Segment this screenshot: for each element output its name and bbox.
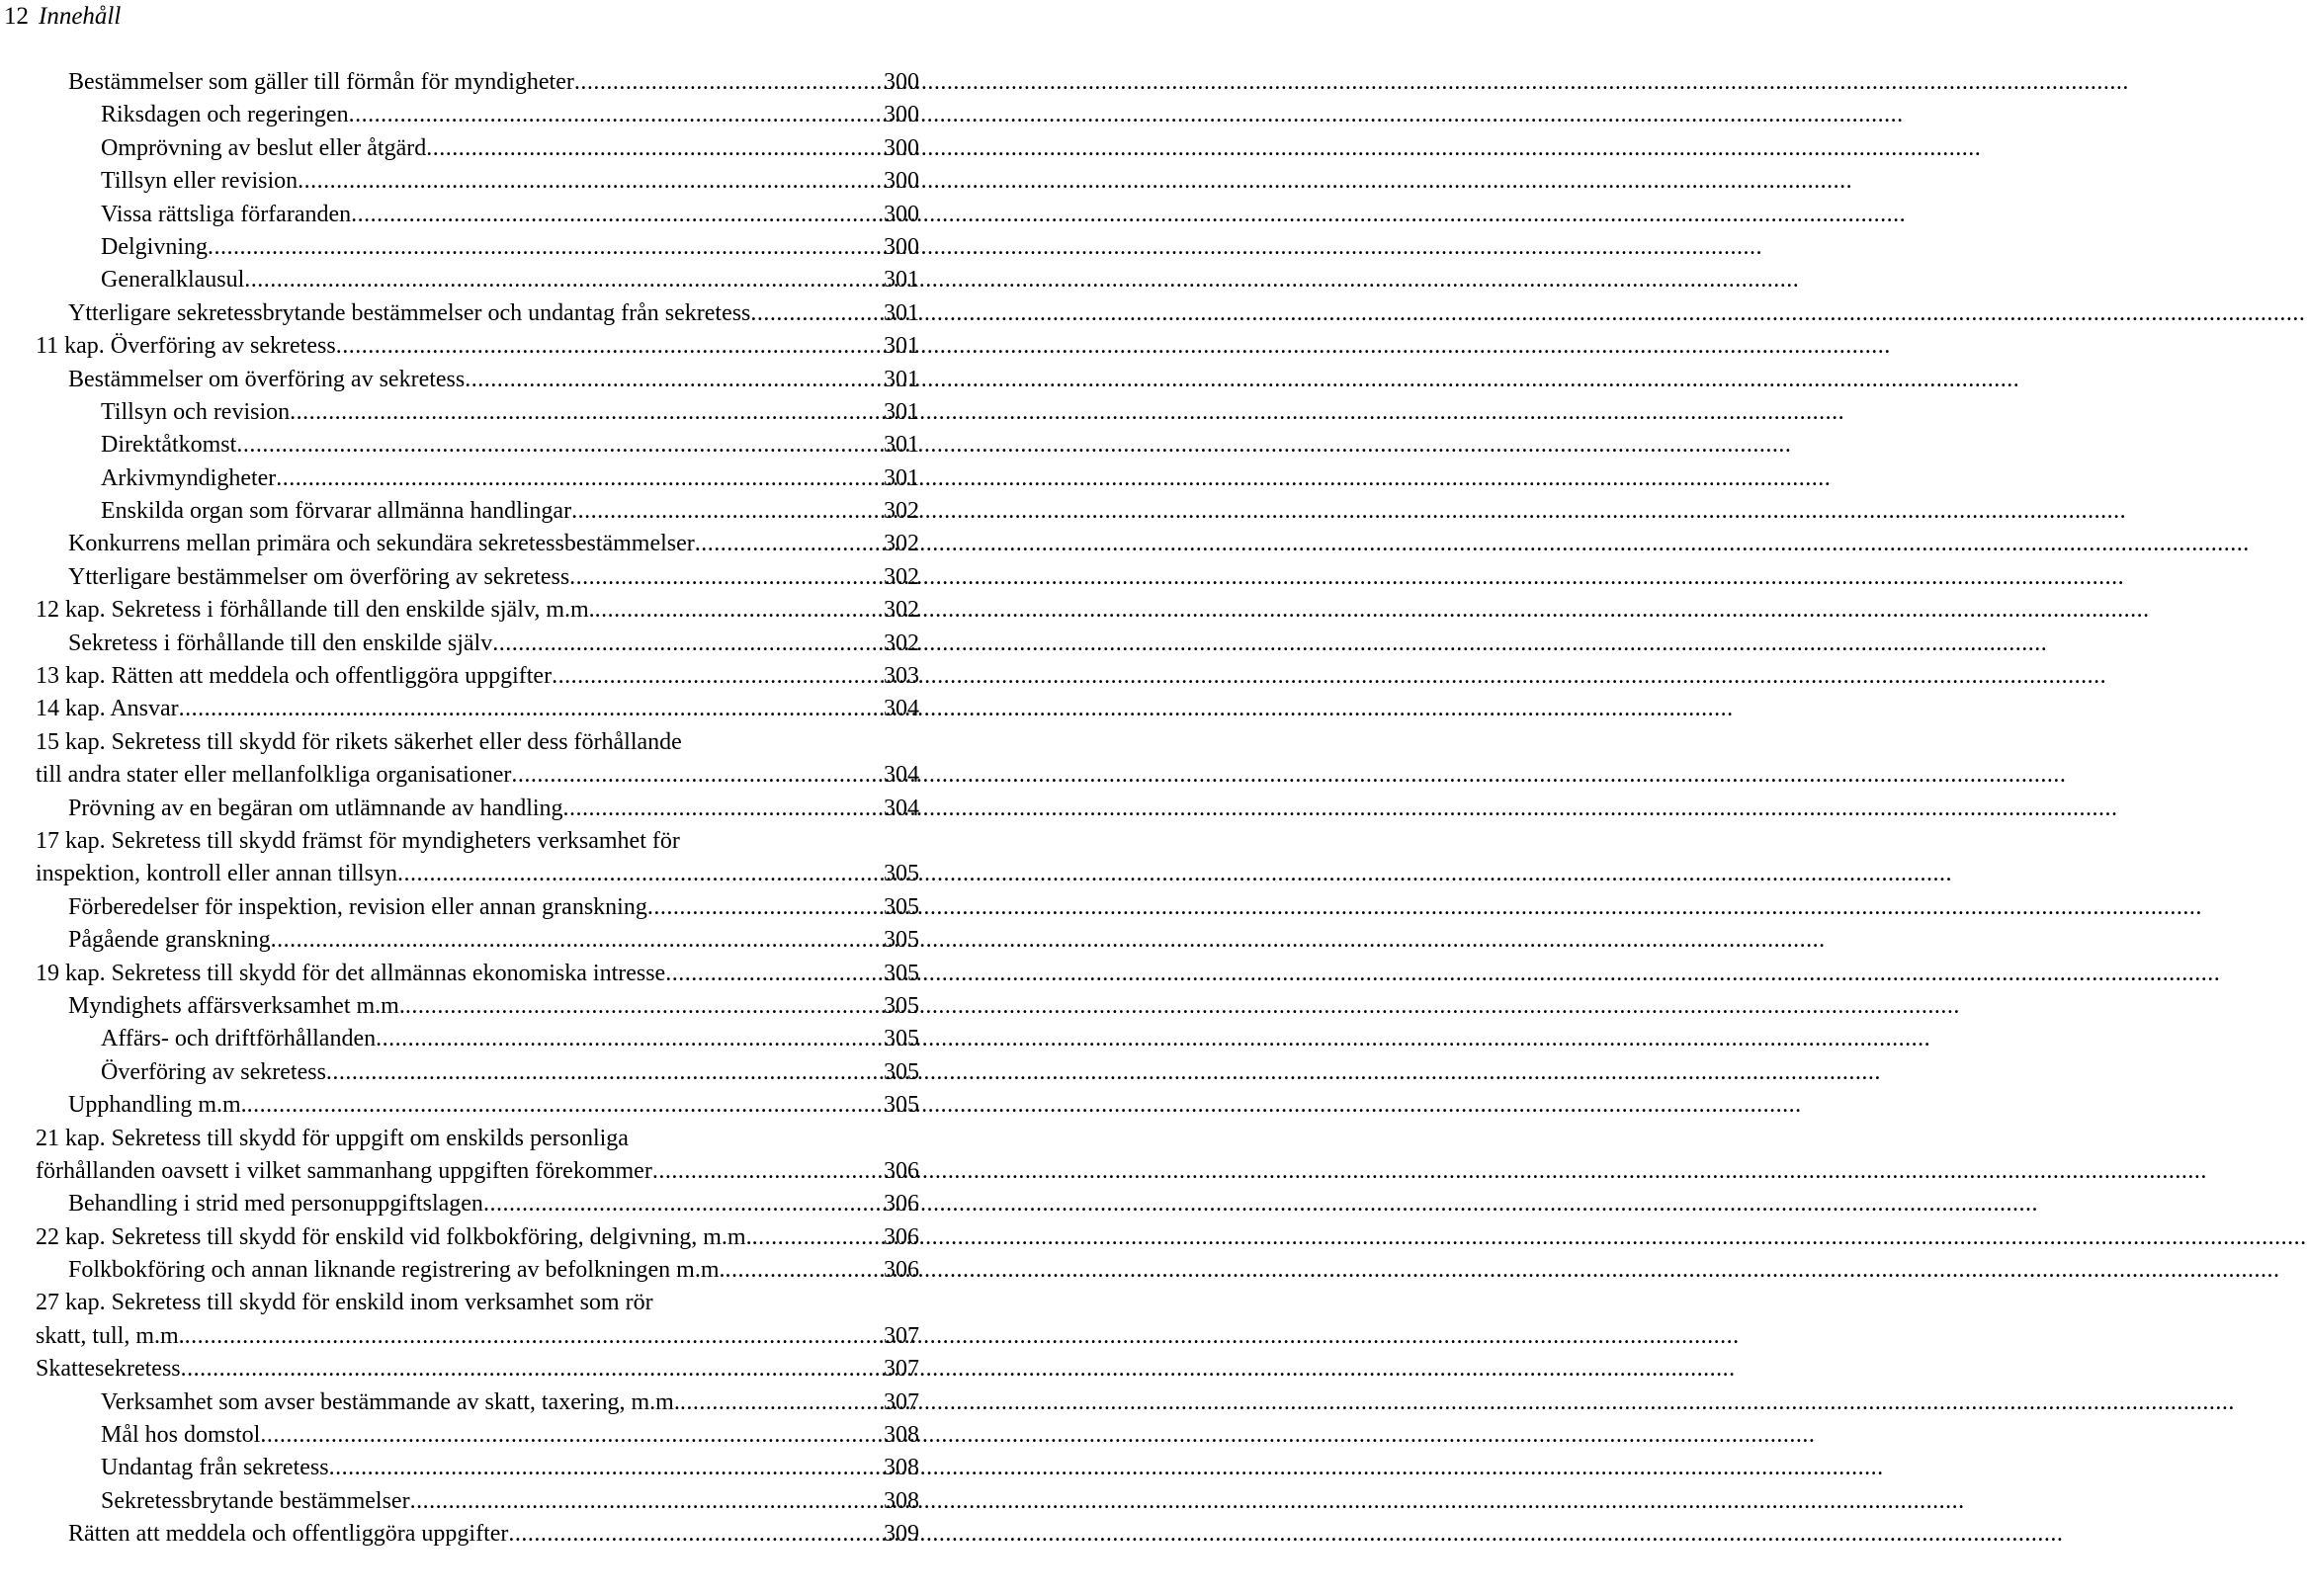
toc-entry-title: 13 kap. Rätten att meddela och offentliggöra uppgifter: [36, 663, 553, 690]
toc-entry-page-number: 305: [884, 992, 919, 1019]
toc-entry-line: [68, 1254, 919, 1287]
table-of-contents: [36, 66, 919, 1552]
toc-entry[interactable]: [36, 132, 919, 165]
dot-leader: [680, 1386, 882, 1419]
toc-entry-title: Prövning av en begäran om utlämnande av handling: [68, 795, 563, 821]
toc-entry-line: [68, 66, 919, 99]
toc-entry-page-number: 300: [884, 233, 919, 260]
toc-entry-page-number: 304: [884, 696, 919, 722]
toc-entry-page-number: 300: [884, 134, 919, 161]
dot-leader: [483, 1188, 882, 1220]
toc-entry-title: Konkurrens mellan primära och sekundära sekretessbestämmelser: [68, 531, 695, 557]
toc-entry-title: Direktåtkomst: [101, 432, 237, 459]
toc-entry-page-number: 305: [884, 1092, 919, 1119]
toc-entry-line: [68, 793, 919, 825]
toc-entry-line: [101, 132, 919, 165]
toc-entry[interactable]: [36, 693, 919, 725]
page-number: 12: [4, 3, 29, 30]
toc-entry[interactable]: [36, 66, 919, 99]
dot-leader: [508, 1518, 882, 1551]
toc-entry-line: [36, 660, 919, 693]
toc-entry-page-number: 306: [884, 1223, 919, 1250]
dot-leader: [571, 495, 882, 528]
toc-entry-line: [68, 1089, 919, 1122]
dot-leader: [336, 330, 882, 363]
toc-entry-line: [101, 1485, 919, 1518]
toc-entry[interactable]: [36, 891, 919, 924]
dot-leader: [647, 891, 882, 924]
toc-entry-page-number: 307: [884, 1356, 919, 1383]
toc-entry-page-number: 307: [884, 1322, 919, 1349]
toc-entry-title: 11 kap. Överföring av sekretess: [36, 333, 336, 360]
toc-entry-line: [36, 1221, 919, 1254]
toc-entry[interactable]: [36, 330, 919, 363]
toc-entry[interactable]: [36, 1123, 919, 1189]
toc-entry-title: Omprövning av beslut eller åtgärd: [101, 134, 427, 161]
toc-entry-line: [36, 1320, 919, 1353]
dot-leader: [298, 165, 882, 198]
toc-entry-page-number: 305: [884, 893, 919, 920]
toc-entry-page-number: 300: [884, 201, 919, 227]
toc-entry[interactable]: [36, 628, 919, 660]
toc-entry-line: [68, 1518, 919, 1551]
toc-entry-title: 14 kap. Ansvar: [36, 696, 179, 722]
dot-leader: [208, 231, 882, 264]
dot-leader: [752, 1221, 882, 1254]
toc-entry-page-number: 302: [884, 597, 919, 624]
toc-entry[interactable]: [36, 825, 919, 891]
toc-entry-page-number: 307: [884, 1388, 919, 1415]
toc-entry-title: Delgivning: [101, 233, 208, 260]
toc-entry[interactable]: [36, 990, 919, 1023]
toc-entry-page-number: 305: [884, 1026, 919, 1052]
toc-entry-line: [68, 364, 919, 396]
toc-entry-title: Ytterligare bestämmelser om överföring av sekretess: [68, 563, 570, 590]
dot-leader: [569, 561, 882, 594]
toc-entry-page-number: 301: [884, 464, 919, 491]
toc-entry[interactable]: [36, 924, 919, 957]
toc-entry-line: [101, 1056, 919, 1089]
toc-entry-title: 12 kap. Sekretess i förhållande till den enskilde själv, m.m.: [36, 597, 595, 624]
toc-entry-page-number: 309: [884, 1521, 919, 1548]
page-header: [4, 2, 121, 32]
toc-entry-page-number: 306: [884, 1257, 919, 1284]
toc-entry-title: Sekretessbrytande bestämmelser: [101, 1487, 410, 1514]
toc-entry[interactable]: [36, 364, 919, 396]
dot-leader: [181, 1353, 882, 1386]
toc-entry[interactable]: [36, 1419, 919, 1452]
toc-entry-title: Verksamhet som avser bestämmande av skatt, taxering, m.m.: [101, 1388, 680, 1415]
toc-entry[interactable]: [36, 1089, 919, 1122]
toc-entry-title: Tillsyn och revision: [101, 398, 291, 425]
toc-entry-title: Förberedelser för inspektion, revision eller annan granskning: [68, 893, 647, 920]
toc-entry-title: Mål hos domstol: [101, 1422, 261, 1449]
toc-entry[interactable]: [36, 594, 919, 627]
toc-entry-line: [101, 462, 919, 495]
dot-leader: [185, 1320, 882, 1353]
dot-leader: [563, 793, 882, 825]
toc-entry-line: [101, 1452, 919, 1484]
toc-entry[interactable]: [36, 1254, 919, 1287]
toc-entry[interactable]: [36, 1287, 919, 1353]
toc-entry[interactable]: [36, 199, 919, 231]
toc-entry[interactable]: [36, 1221, 919, 1254]
toc-entry-title: till andra stater eller mellanfolkliga organisationer: [36, 762, 512, 789]
toc-entry-title-line1: 27 kap. Sekretess till skydd för enskild inom verksamhet som rör: [36, 1290, 653, 1316]
toc-entry-line: [68, 924, 919, 957]
toc-entry[interactable]: [36, 1518, 919, 1551]
toc-entry[interactable]: [36, 429, 919, 462]
toc-entry-title-line1: 17 kap. Sekretess till skydd främst för myndigheters verksamhet för: [36, 827, 680, 854]
toc-entry-page-number: 301: [884, 366, 919, 392]
toc-entry-page-number: 300: [884, 69, 919, 95]
toc-entry-line: [101, 396, 919, 429]
toc-entry-title: 19 kap. Sekretess till skydd för det allmännas ekonomiska intresse: [36, 960, 666, 986]
toc-entry-page-number: 302: [884, 498, 919, 525]
toc-entry[interactable]: [36, 793, 919, 825]
toc-entry-title: Vissa rättsliga förfaranden: [101, 201, 352, 227]
toc-entry[interactable]: [36, 561, 919, 594]
toc-entry-line: [101, 231, 919, 264]
toc-entry-title: Behandling i strid med personuppgiftslagen: [68, 1191, 483, 1218]
toc-entry-line: [68, 297, 919, 330]
toc-entry[interactable]: [36, 231, 919, 264]
toc-entry-page-number: 305: [884, 1058, 919, 1085]
toc-entry-page-number: 306: [884, 1191, 919, 1218]
toc-entry-line: [36, 330, 919, 363]
toc-entry[interactable]: [36, 264, 919, 296]
toc-entry-title: Affärs- och driftförhållanden: [101, 1026, 377, 1052]
toc-entry[interactable]: [36, 462, 919, 495]
dot-leader: [276, 462, 882, 495]
dot-leader: [349, 99, 882, 131]
dot-leader: [652, 1155, 882, 1188]
toc-entry-title: Bestämmelser om överföring av sekretess: [68, 366, 466, 392]
toc-entry-line: [68, 561, 919, 594]
toc-entry-page-number: 302: [884, 630, 919, 656]
dot-leader: [271, 924, 882, 957]
toc-entry-page-number: 302: [884, 531, 919, 557]
toc-entry-line: [101, 264, 919, 296]
dot-leader: [595, 594, 882, 627]
toc-entry-line: [101, 1023, 919, 1055]
toc-entry[interactable]: [36, 396, 919, 429]
dot-leader: [179, 693, 882, 725]
dot-leader: [247, 1089, 882, 1122]
toc-entry[interactable]: [36, 726, 919, 793]
toc-entry-page-number: 300: [884, 102, 919, 128]
dot-leader: [290, 396, 882, 429]
dot-leader: [552, 660, 882, 693]
toc-entry[interactable]: [36, 1023, 919, 1055]
toc-entry-line: [68, 1188, 919, 1220]
toc-entry-page-number: 304: [884, 795, 919, 821]
toc-entry-title-line1: 15 kap. Sekretess till skydd för rikets säkerhet eller dess förhållande: [36, 728, 682, 755]
dot-leader: [326, 1056, 882, 1089]
toc-entry-line: [36, 759, 919, 792]
dot-leader: [726, 1254, 882, 1287]
toc-entry[interactable]: [36, 1056, 919, 1089]
dot-leader: [260, 1419, 882, 1452]
dot-leader: [351, 199, 882, 231]
toc-entry-line: [36, 958, 919, 990]
toc-entry-page-number: 305: [884, 927, 919, 954]
dot-leader: [492, 628, 882, 660]
dot-leader: [665, 958, 882, 990]
toc-entry-page-number: 306: [884, 1157, 919, 1184]
toc-entry-page-number: 301: [884, 267, 919, 294]
dot-leader: [511, 759, 882, 792]
toc-entry-line: [101, 1386, 919, 1419]
toc-entry-line: [101, 495, 919, 528]
toc-entry-line: [68, 628, 919, 660]
toc-entry-title: inspektion, kontroll eller annan tillsyn: [36, 861, 397, 887]
toc-entry-title: Ytterligare sekretessbrytande bestämmelser och undantag från sekretess: [68, 299, 751, 326]
toc-entry-page-number: 303: [884, 663, 919, 690]
toc-entry-page-number: 301: [884, 432, 919, 459]
dot-leader: [465, 364, 882, 396]
toc-entry-title: Myndighets affärsverksamhet m.m.: [68, 992, 405, 1019]
toc-entry[interactable]: [36, 99, 919, 131]
dot-leader: [397, 858, 882, 890]
toc-entry-line: [36, 1353, 919, 1386]
toc-entry-title: Överföring av sekretess: [101, 1058, 326, 1085]
toc-entry-title: Upphandling m.m.: [68, 1092, 247, 1119]
dot-leader: [244, 264, 882, 296]
toc-entry-page-number: 300: [884, 168, 919, 195]
toc-entry-line: [36, 1155, 919, 1188]
toc-entry-title: Generalklausul: [101, 267, 245, 294]
dot-leader: [695, 528, 882, 560]
toc-entry-line: [101, 199, 919, 231]
dot-leader: [426, 132, 882, 165]
toc-entry-title: skatt, tull, m.m.: [36, 1322, 185, 1349]
toc-entry-page-number: 308: [884, 1487, 919, 1514]
toc-entry-title: Bestämmelser som gäller till förmån för myndigheter: [68, 69, 574, 95]
toc-entry-title: Sekretess i förhållande till den enskilde själv: [68, 630, 493, 656]
toc-entry-line: [101, 165, 919, 198]
toc-entry[interactable]: [36, 1353, 919, 1386]
toc-entry[interactable]: [36, 528, 919, 560]
toc-entry-page-number: 305: [884, 861, 919, 887]
toc-entry-line: [101, 99, 919, 131]
toc-entry-line: [101, 1419, 919, 1452]
toc-entry-page-number: 302: [884, 563, 919, 590]
toc-entry-page-number: 308: [884, 1455, 919, 1481]
running-title: Innehåll: [39, 3, 122, 30]
toc-entry-title: Arkivmyndigheter: [101, 464, 277, 491]
dot-leader: [405, 990, 882, 1023]
toc-entry[interactable]: [36, 1188, 919, 1220]
toc-entry[interactable]: [36, 958, 919, 990]
toc-entry-title: 22 kap. Sekretess till skydd för enskild vid folkbokföring, delgivning, m.m.: [36, 1223, 752, 1250]
toc-entry[interactable]: [36, 1485, 919, 1518]
dot-leader: [236, 429, 882, 462]
dot-leader: [410, 1485, 882, 1518]
toc-entry-line: [36, 858, 919, 890]
toc-entry-line: [68, 990, 919, 1023]
toc-entry-page-number: 301: [884, 398, 919, 425]
toc-entry-page-number: 301: [884, 333, 919, 360]
dot-leader: [750, 297, 882, 330]
toc-entry-title: Pågående granskning: [68, 927, 271, 954]
toc-entry[interactable]: [36, 660, 919, 693]
toc-entry-title: Skattesekretess: [36, 1356, 181, 1383]
toc-entry-line: [101, 429, 919, 462]
toc-entry-page-number: 305: [884, 960, 919, 986]
toc-entry-page-number: 308: [884, 1422, 919, 1449]
toc-entry-title: Folkbokföring och annan liknande registrering av befolkningen m.m.: [68, 1257, 726, 1284]
toc-entry-title: Riksdagen och regeringen: [101, 102, 349, 128]
toc-entry-page-number: 301: [884, 299, 919, 326]
toc-entry-line: [36, 594, 919, 627]
toc-entry-line: [68, 891, 919, 924]
toc-entry-title: Tillsyn eller revision: [101, 168, 299, 195]
toc-entry-title: Undantag från sekretess: [101, 1455, 329, 1481]
toc-entry[interactable]: [36, 297, 919, 330]
dot-leader: [376, 1023, 882, 1055]
toc-entry-line: [36, 693, 919, 725]
toc-entry-page-number: 304: [884, 762, 919, 789]
toc-entry-line: [68, 528, 919, 560]
toc-entry-title-line1: 21 kap. Sekretess till skydd för uppgift om enskilds personliga: [36, 1125, 629, 1151]
toc-entry[interactable]: [36, 1452, 919, 1484]
toc-entry-title: Rätten att meddela och offentliggöra uppgifter: [68, 1521, 509, 1548]
toc-entry[interactable]: [36, 1386, 919, 1419]
toc-entry-title: förhållanden oavsett i vilket sammanhang uppgiften förekommer: [36, 1157, 652, 1184]
toc-entry[interactable]: [36, 165, 919, 198]
dot-leader: [574, 66, 882, 99]
toc-entry-title: Enskilda organ som förvarar allmänna handlingar: [101, 498, 572, 525]
toc-entry[interactable]: [36, 495, 919, 528]
dot-leader: [329, 1452, 882, 1484]
